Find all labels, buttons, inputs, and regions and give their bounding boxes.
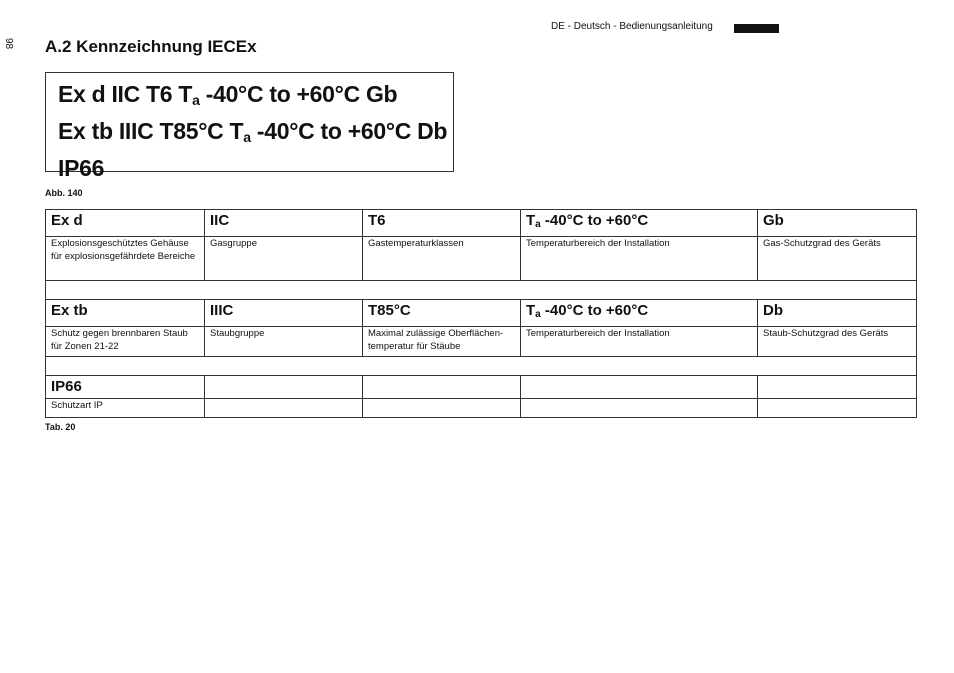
table-row-dust-descriptions	[46, 327, 917, 357]
table-row-dust-codes	[46, 300, 917, 327]
page-number: 98	[3, 38, 14, 50]
document-language-label: DE - Deutsch - Bedienungsanleitung	[551, 21, 713, 32]
table-cell-empty	[205, 399, 363, 418]
marking-line-dust-subscript: a	[243, 129, 251, 145]
table-cell-description: Temperaturbereich der Installation	[521, 327, 758, 357]
table-cell-description: Gasgruppe	[205, 237, 363, 281]
marking-table	[45, 209, 917, 418]
temp-range: -40°C to +60°C	[544, 212, 649, 229]
temp-prefix: T	[526, 212, 536, 229]
table-cell-code: Ex d	[46, 210, 205, 237]
marking-line-dust-range: -40°C to +60°C Db	[250, 118, 448, 144]
marking-line-gas-range: -40°C to +60°C Gb	[199, 81, 398, 107]
table-spacer-cell	[46, 357, 917, 376]
table-caption: Tab. 20	[45, 422, 76, 432]
temp-prefix: T	[526, 302, 536, 319]
marking-line-gas	[58, 79, 453, 116]
table-cell-code: IIIC	[205, 300, 363, 327]
table-cell-code: Gb	[758, 210, 917, 237]
marking-line-gas-subscript: a	[192, 92, 200, 108]
table-cell-empty	[205, 376, 363, 399]
table-spacer-cell	[46, 281, 917, 300]
table-row-gas-descriptions	[46, 237, 917, 281]
table-row-spacer	[46, 357, 917, 376]
table-cell-empty	[363, 399, 521, 418]
header-bar-decoration	[734, 24, 779, 33]
table-cell-code	[521, 300, 758, 327]
table-cell-empty	[363, 376, 521, 399]
marking-line-dust-text: Ex tb IIIC T85°C T	[58, 118, 244, 144]
section-title: A.2 Kennzeichnung IECEx	[45, 37, 257, 56]
table-row-spacer	[46, 281, 917, 300]
marking-line-gas-text: Ex d IIC T6 T	[58, 81, 193, 107]
table-cell-description: Temperaturbereich der Installation	[521, 237, 758, 281]
table-cell-code	[521, 210, 758, 237]
table-cell-description: Schutzart IP	[46, 399, 205, 418]
temp-subscript: a	[535, 309, 541, 320]
table-cell-code: IP66	[46, 376, 205, 399]
table-cell-description: Maximal zulässige Oberflächen-temperatur für Stäube	[363, 327, 521, 357]
temp-range: -40°C to +60°C	[544, 302, 649, 319]
table-cell-code: T85°C	[363, 300, 521, 327]
temp-subscript: a	[535, 219, 541, 230]
table-cell-code: T6	[363, 210, 521, 237]
table-cell-description: Gas-Schutzgrad des Geräts	[758, 237, 917, 281]
figure-caption: Abb. 140	[45, 188, 83, 198]
table-cell-description: Explosionsgeschütztes Gehäuse für explosionsgefährdete Bereiche	[46, 237, 205, 281]
table-row-ip-codes	[46, 376, 917, 399]
table-cell-code: IIC	[205, 210, 363, 237]
table-cell-empty	[521, 399, 758, 418]
table-cell-empty	[758, 376, 917, 399]
table-cell-description: Gastemperaturklassen	[363, 237, 521, 281]
table-cell-description: Staub-Schutzgrad des Geräts	[758, 327, 917, 357]
marking-box	[45, 72, 454, 181]
marking-line-dust	[58, 116, 453, 153]
table-cell-code: Ex tb	[46, 300, 205, 327]
table-cell-empty	[758, 399, 917, 418]
table-row-ip-descriptions	[46, 399, 917, 418]
table-row-gas-codes	[46, 210, 917, 237]
table-cell-description: Staubgruppe	[205, 327, 363, 357]
table-cell-code: Db	[758, 300, 917, 327]
table-cell-empty	[521, 376, 758, 399]
marking-line-ip: IP66	[58, 155, 105, 181]
table-cell-description: Schutz gegen brennbaren Staub für Zonen 21-22	[46, 327, 205, 357]
